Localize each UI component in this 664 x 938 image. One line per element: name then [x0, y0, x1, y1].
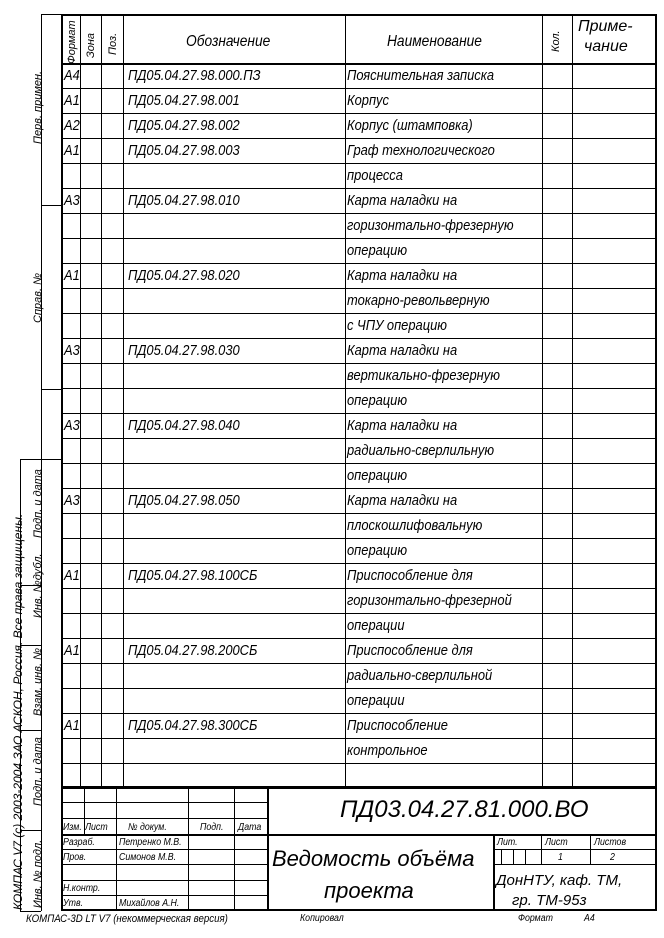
- row-name: горизонтально-фрезерную: [347, 217, 514, 234]
- label-list: Лист: [85, 822, 108, 833]
- row-designation: ПД05.04.27.98.050: [128, 492, 240, 509]
- row-designation: ПД05.04.27.98.002: [128, 117, 240, 134]
- row-name: операции: [347, 617, 405, 634]
- label-razrab: Разраб.: [63, 837, 95, 848]
- h-line: [61, 786, 657, 788]
- side-podp-data-2: Подп. и дата: [32, 737, 44, 806]
- row-designation: ПД05.04.27.98.200СБ: [128, 642, 258, 659]
- h-line: [61, 864, 267, 865]
- row-format: A2: [64, 117, 80, 134]
- header-note-line1: Приме-: [578, 18, 633, 35]
- row-format: A3: [64, 192, 80, 209]
- doc-title-line2: проекта: [324, 878, 414, 903]
- label-utv: Утв.: [63, 898, 84, 909]
- row-name: Приспособление для: [347, 567, 473, 584]
- h-line: [61, 14, 657, 16]
- h-line: [61, 895, 267, 896]
- row-name: операцию: [347, 467, 408, 484]
- h-line: [61, 834, 267, 836]
- h-line: [61, 788, 657, 789]
- row-format: A1: [64, 267, 80, 284]
- v-line: [234, 786, 235, 911]
- row-name: операции: [347, 692, 405, 709]
- header-name: Наименование: [387, 33, 482, 50]
- side-inv-dubl: Инв. №дубл.: [32, 553, 44, 618]
- h-line: [20, 911, 41, 912]
- row-designation: ПД05.04.27.98.040: [128, 417, 240, 434]
- label-sheet: Лист: [545, 837, 568, 848]
- row-format: A4: [64, 67, 80, 84]
- row-name: Приспособление для: [347, 642, 473, 659]
- row-format: A3: [64, 342, 80, 359]
- v-line: [541, 834, 542, 864]
- side-vzam-inv: Взам. инв. №: [32, 647, 44, 716]
- v-line: [123, 14, 124, 786]
- row-format: A1: [64, 567, 80, 584]
- h-line: [267, 834, 657, 836]
- v-line: [345, 14, 346, 786]
- row-name: процесса: [347, 167, 403, 184]
- row-name: вертикально-фрезерную: [347, 367, 500, 384]
- header-zone: Зона: [85, 32, 97, 58]
- side-podp-data-1: Подп. и дата: [32, 469, 44, 538]
- row-name: Карта наладки на: [347, 192, 458, 209]
- header-format: Формат: [66, 20, 78, 64]
- h-line: [41, 14, 61, 15]
- sheets-value: 2: [610, 852, 615, 863]
- label-izm: Изм.: [63, 822, 82, 833]
- footer-software: КОМПАС-3D LT V7 (некоммерческая версия): [26, 913, 228, 925]
- label-nkontr: Н.контр.: [63, 883, 101, 894]
- row-name: Корпус: [347, 92, 389, 109]
- row-name: операцию: [347, 542, 408, 559]
- row-format: A1: [64, 642, 80, 659]
- v-line: [188, 786, 189, 911]
- v-line: [493, 834, 495, 911]
- h-line: [41, 459, 61, 460]
- footer-copied: Копировал: [300, 913, 344, 924]
- org-line2: гр. ТМ-95з: [512, 892, 587, 909]
- row-name: с ЧПУ операцию: [347, 317, 447, 334]
- h-line: [61, 802, 267, 803]
- doc-code: ПД03.04.27.81.000.ВО: [340, 796, 589, 823]
- row-designation: ПД05.04.27.98.000.ПЗ: [128, 67, 261, 84]
- row-name: контрольное: [347, 742, 428, 759]
- row-format: A1: [64, 142, 80, 159]
- row-designation: ПД05.04.27.98.020: [128, 267, 240, 284]
- h-line: [20, 459, 41, 460]
- side-copyright: КОМПАС V7 (с) 2003-2004 ЗАО АСКОН, Россия. Все права защищены.: [11, 513, 25, 910]
- doc-title-line1: Ведомость объёма: [272, 846, 475, 871]
- footer-format-label: Формат: [518, 913, 553, 924]
- row-format: A1: [64, 717, 80, 734]
- row-name: операцию: [347, 392, 408, 409]
- h-line: [61, 909, 657, 911]
- row-format: A3: [64, 417, 80, 434]
- label-prov: Пров.: [63, 852, 87, 863]
- h-line: [493, 849, 657, 850]
- h-line: [493, 864, 657, 865]
- v-line: [590, 834, 591, 864]
- label-n-dokum: № докум.: [128, 822, 167, 833]
- h-line: [61, 818, 267, 819]
- v-line: [116, 786, 117, 911]
- row-name: токарно-револьверную: [347, 292, 490, 309]
- row-name: горизонтально-фрезерной: [347, 592, 512, 609]
- header-pos: Поз.: [107, 32, 119, 55]
- row-designation: ПД05.04.27.98.001: [128, 92, 240, 109]
- row-name: Карта наладки на: [347, 492, 458, 509]
- v-line: [525, 849, 526, 864]
- row-name: плоскошлифовальную: [347, 517, 483, 534]
- v-line: [267, 786, 269, 911]
- row-name: радиально-сверлильную: [347, 442, 495, 459]
- side-perv-primen: Перв. примен.: [32, 70, 44, 144]
- label-data: Дата: [238, 822, 262, 833]
- h-line: [61, 763, 657, 764]
- org-line1: ДонНТУ, каф. ТМ,: [496, 872, 623, 889]
- header-qty: Кол.: [550, 30, 562, 52]
- row-designation: ПД05.04.27.98.300СБ: [128, 717, 258, 734]
- prov-name: Симонов М.В.: [119, 852, 177, 863]
- row-format: A3: [64, 492, 80, 509]
- razrab-name: Петренко М.В.: [119, 837, 182, 848]
- row-designation: ПД05.04.27.98.010: [128, 192, 240, 209]
- label-lit: Лит.: [497, 837, 518, 848]
- v-line: [101, 14, 102, 786]
- h-line: [41, 389, 61, 390]
- row-name: Карта наладки на: [347, 342, 458, 359]
- v-line: [513, 849, 514, 864]
- h-line: [61, 880, 267, 881]
- v-line: [80, 14, 81, 786]
- row-name: радиально-сверлильной: [347, 667, 493, 684]
- label-podp: Подп.: [200, 822, 224, 833]
- row-designation: ПД05.04.27.98.003: [128, 142, 240, 159]
- row-name: Пояснительная записка: [347, 67, 495, 84]
- row-name: Приспособление: [347, 717, 448, 734]
- side-sprav-no: Справ. №: [32, 273, 44, 323]
- header-note-line2: чание: [584, 38, 628, 55]
- header-designation: Обозначение: [186, 33, 271, 50]
- row-designation: ПД05.04.27.98.030: [128, 342, 240, 359]
- footer-format-value: А4: [584, 913, 595, 924]
- utv-name: Михайлов А.Н.: [119, 898, 180, 909]
- side-inv-podl: Инв. № подл.: [32, 839, 44, 908]
- sheet-value: 1: [558, 852, 563, 863]
- row-name: Корпус (штамповка): [347, 117, 473, 134]
- row-name: Карта наладки на: [347, 417, 458, 434]
- row-designation: ПД05.04.27.98.100СБ: [128, 567, 258, 584]
- v-line: [572, 14, 573, 786]
- h-line: [41, 205, 61, 206]
- row-name: Граф технологического: [347, 142, 495, 159]
- row-name: операцию: [347, 242, 408, 259]
- label-sheets: Листов: [594, 837, 627, 848]
- v-line: [501, 849, 502, 864]
- h-line: [61, 849, 267, 850]
- row-format: A1: [64, 92, 80, 109]
- row-name: Карта наладки на: [347, 267, 458, 284]
- v-line: [542, 14, 543, 786]
